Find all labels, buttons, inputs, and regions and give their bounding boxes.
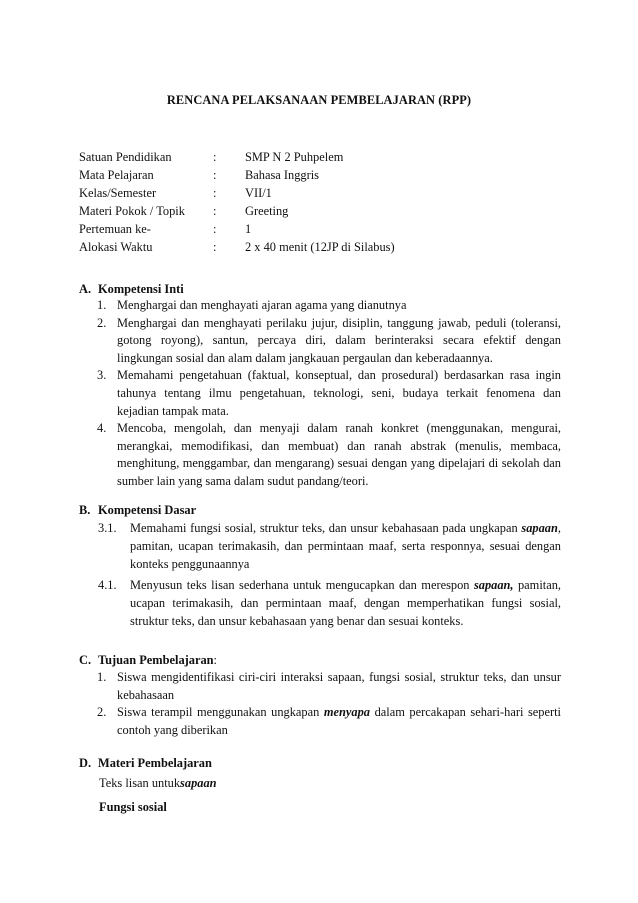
identity-label: Satuan Pendidikan	[79, 150, 172, 164]
materi-text: Teks lisan untuk	[99, 776, 181, 790]
item-number: 4.1.	[98, 578, 117, 592]
item-text-post: pamitan, ucapan terimakasih, dan permintaan maaf, dengan memperhatikan fungsi sosial, struktur teks, dan unsur kebahasaan yang benar dan sesuai konteks.	[130, 578, 561, 629]
identity-value: Greeting	[245, 204, 289, 218]
list-item	[97, 367, 561, 420]
identity-value: SMP N 2 Puhpelem	[245, 150, 344, 164]
identity-label: Alokasi Waktu	[79, 240, 153, 254]
section-title: Materi Pembelajaran	[98, 756, 212, 770]
item-number: 1.	[97, 670, 107, 684]
identity-table	[79, 148, 579, 256]
identity-colon: :	[213, 222, 217, 236]
identity-row	[79, 148, 579, 166]
item-number: 2.	[97, 705, 107, 720]
item-text-emphasis: menyapa	[323, 705, 370, 720]
item-text-emphasis: sapaan,	[473, 578, 514, 592]
list-item	[97, 315, 561, 368]
list-item	[97, 669, 561, 704]
item-text: Siswa mengidentifikasi ciri-ciri interaksi sapaan, fungsi sosial, struktur teks, dan unsur kebahasaan	[117, 670, 561, 702]
identity-value: 1	[245, 222, 252, 236]
section-title: Kompetensi Dasar	[98, 503, 197, 517]
identity-row	[79, 220, 579, 238]
identity-colon: :	[213, 240, 217, 254]
materi-line	[99, 776, 217, 791]
identity-value: VII/1	[245, 186, 272, 200]
identity-label: Materi Pokok / Topik	[79, 204, 185, 218]
identity-colon: :	[213, 186, 217, 200]
item-text-post: , pamitan, ucapan terimakasih, dan permintaan maaf, serta responnya, sesuai dengan konteks penggunaannya	[130, 521, 561, 572]
section-heading-kompetensi-inti	[79, 282, 184, 297]
item-number: 1.	[97, 298, 107, 312]
item-number: 2.	[97, 315, 107, 330]
kompetensi-inti-list	[97, 297, 561, 491]
identity-label: Pertemuan ke-	[79, 222, 151, 236]
section-letter: C.	[79, 653, 92, 667]
item-number: 3.	[97, 368, 107, 383]
item-number: 3.1.	[98, 521, 117, 535]
materi-subheading: Fungsi sosial	[99, 800, 167, 814]
list-item	[97, 297, 561, 315]
identity-colon: :	[213, 204, 217, 218]
item-text: Menghargai dan menghayati perilaku jujur, disiplin, tanggung jawab, peduli (toleransi, gotong royong), santun, percaya diri, dalam berinteraksi secara efektif dengan lingkungan sosial dan alam dalam jangkauan pergaulan dan keberadaannya.	[117, 315, 561, 365]
identity-row	[79, 202, 579, 220]
section-title-colon: :	[213, 653, 217, 667]
materi-emphasis: sapaan	[180, 776, 217, 790]
item-text-emphasis: sapaan	[521, 521, 558, 535]
section-letter: B.	[79, 503, 91, 517]
section-heading-tujuan	[79, 653, 217, 668]
identity-colon: :	[213, 168, 217, 182]
item-text-pre: Menyusun teks lisan sederhana untuk mengucapkan dan merespon	[130, 578, 474, 592]
identity-row	[79, 166, 579, 184]
list-item	[98, 519, 561, 574]
identity-value: Bahasa Inggris	[245, 168, 319, 182]
identity-label: Kelas/Semester	[79, 186, 157, 200]
identity-value: 2 x 40 menit (12JP di Silabus)	[245, 240, 395, 254]
tujuan-list	[97, 669, 561, 739]
identity-colon: :	[213, 150, 217, 164]
list-item	[97, 420, 561, 490]
identity-row	[79, 184, 579, 202]
section-letter: A.	[79, 282, 92, 296]
item-text-pre: Memahami fungsi sosial, struktur teks, dan unsur kebahasaan pada ungkapan	[130, 521, 522, 535]
item-number: 4.	[97, 421, 107, 436]
identity-row	[79, 238, 579, 256]
section-heading-kompetensi-dasar	[79, 503, 196, 518]
kompetensi-dasar-item	[98, 519, 561, 574]
section-title: Tujuan Pembelajaran	[98, 653, 214, 667]
kompetensi-dasar-item	[98, 576, 561, 631]
section-letter: D.	[79, 756, 92, 770]
section-title: Kompetensi Inti	[98, 282, 184, 296]
section-heading-materi	[79, 756, 212, 771]
page-title: RENCANA PELAKSANAAN PEMBELAJARAN (RPP)	[166, 93, 472, 107]
item-text: Mencoba, mengolah, dan menyaji dalam ranah konkret (menggunakan, mengurai, merangkai, memodifikasi, dan membuat) dan ranah abstrak (menulis, membaca, menghitung, menggambar, dan mengarang) sesuai dengan yang dipelajari di sekolah dan sumber lain yang sama dalam sudut pandang/teori.	[117, 421, 561, 488]
item-text: Menghargai dan menghayati ajaran agama yang dianutnya	[117, 298, 407, 312]
list-item	[98, 576, 561, 631]
item-text-pre: Siswa terampil menggunakan ungkapan	[117, 705, 324, 720]
item-text-post: dalam percakapan sehari-hari seperti contoh yang diberikan	[117, 705, 561, 737]
list-item	[97, 704, 561, 739]
item-text: Memahami pengetahuan (faktual, konseptual, dan prosedural) berdasarkan rasa ingin tahunya tentang ilmu pengetahuan, teknologi, seni, budaya terkait fenomena dan kejadian tampak mata.	[117, 368, 561, 418]
identity-label: Mata Pelajaran	[79, 168, 154, 182]
